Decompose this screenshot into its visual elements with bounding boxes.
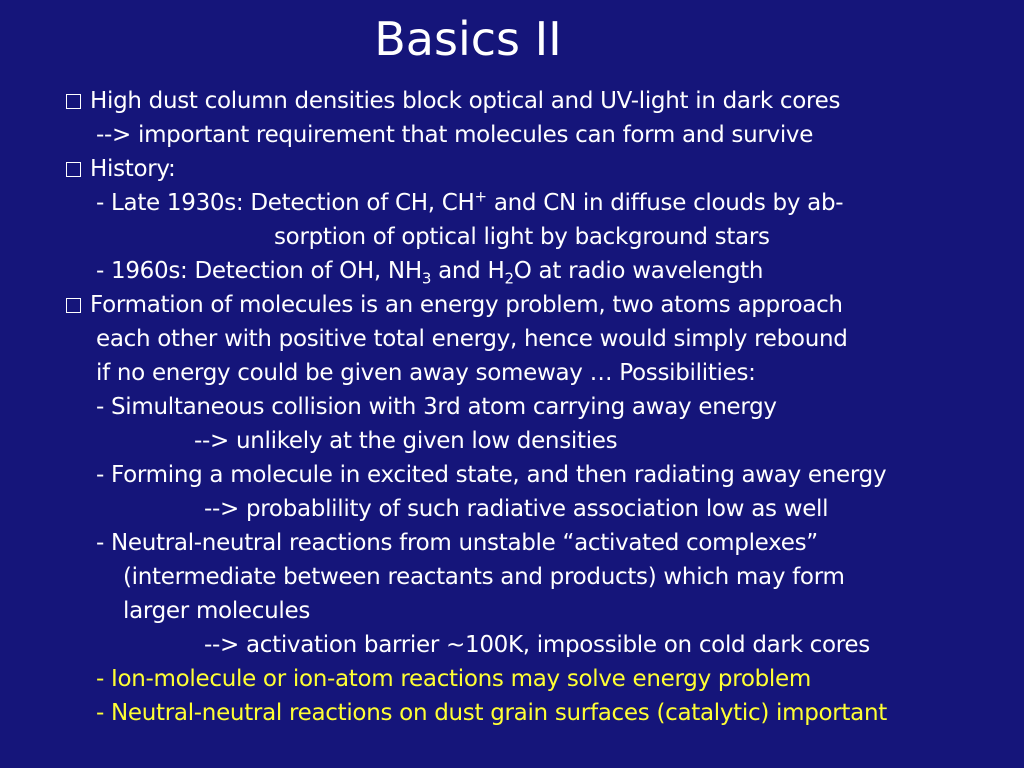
line-text: Formation of molecules is an energy problem, two atoms approach [90, 292, 843, 318]
highlight-line: - Neutral-neutral reactions on dust grain surfaces (catalytic) important [96, 700, 887, 726]
sub-line-1960s [96, 256, 763, 286]
sub-line: - Simultaneous collision with 3rd atom carrying away energy [96, 394, 777, 420]
sub-line: --> important requirement that molecules can form and survive [96, 122, 814, 148]
checkbox-icon [66, 94, 81, 109]
line-text: and H [431, 258, 505, 284]
bullet-line-history [66, 154, 176, 184]
line-text: and CN in diffuse clouds by ab- [486, 190, 844, 216]
sub-line: - Forming a molecule in excited state, and then radiating away energy [96, 462, 887, 488]
sub-line: --> unlikely at the given low densities [194, 428, 618, 454]
checkbox-icon [66, 298, 81, 313]
superscript-text: + [474, 187, 487, 206]
line-text: High dust column densities block optical and UV-light in dark cores [90, 88, 841, 114]
sub-line: if no energy could be given away someway … Possibilities: [96, 360, 756, 386]
sub-line: each other with positive total energy, hence would simply rebound [96, 326, 848, 352]
sub-line: - Neutral-neutral reactions from unstable “activated complexes” [96, 530, 818, 556]
subscript-text: 3 [421, 269, 432, 288]
sub-line: (intermediate between reactants and products) which may form [123, 564, 845, 590]
sub-line: larger molecules [123, 598, 311, 624]
sub-line: --> activation barrier ~100K, impossible on cold dark cores [204, 632, 870, 658]
bullet-line-dust [66, 86, 840, 116]
bullet-line-formation [66, 290, 843, 320]
sub-line: sorption of optical light by background stars [274, 224, 770, 250]
sub-line-1930s [96, 188, 843, 218]
line-text: - 1960s: Detection of OH, NH [96, 258, 422, 284]
subscript-text: 2 [504, 269, 514, 288]
highlight-line: - Ion-molecule or ion-atom reactions may solve energy problem [96, 666, 811, 692]
line-text: O at radio wavelength [513, 258, 764, 284]
sub-line: --> probablility of such radiative association low as well [204, 496, 829, 522]
line-text: History: [90, 156, 176, 182]
line-text: - Late 1930s: Detection of CH, CH [96, 190, 475, 216]
checkbox-icon [66, 162, 81, 177]
slide-title: Basics II [374, 12, 562, 66]
